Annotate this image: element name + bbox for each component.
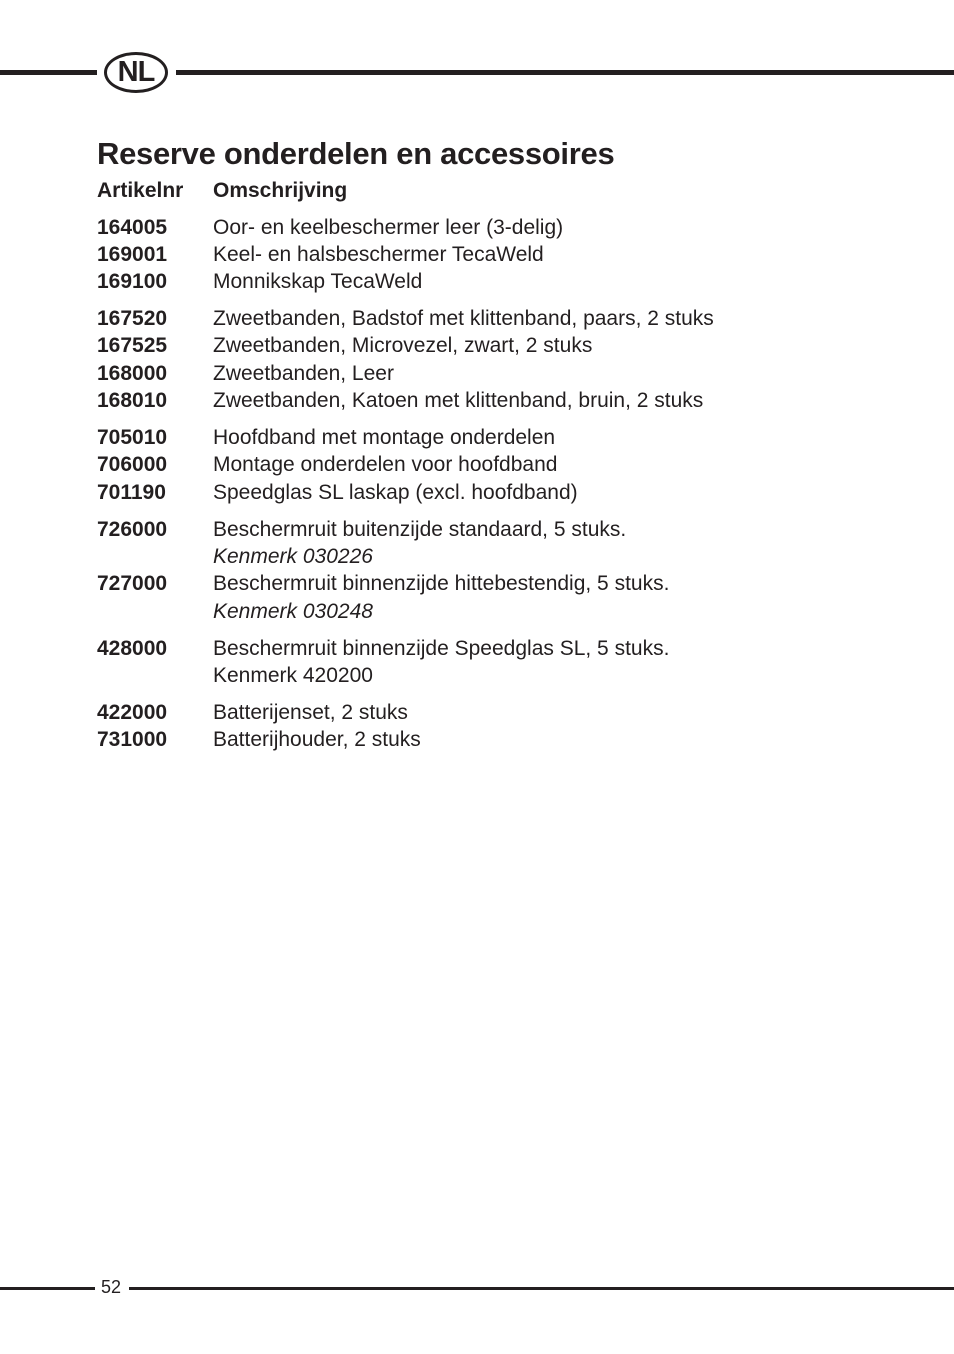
article-number: 167520 (97, 307, 168, 330)
footer-rule-right (129, 1287, 954, 1290)
article-note: Kenmerk 420200 (213, 664, 373, 687)
language-badge (104, 52, 168, 93)
article-number: 428000 (97, 637, 168, 660)
article-number: 726000 (97, 518, 168, 541)
article-description: Speedglas SL laskap (excl. hoofdband) (213, 481, 578, 504)
article-description: Beschermruit buitenzijde standaard, 5 stuks. (213, 518, 627, 541)
header-rule-right (176, 70, 954, 75)
language-badge-label: NL (117, 56, 155, 88)
article-description: Oor- en keelbeschermer leer (3-delig) (213, 216, 564, 239)
article-number: 169100 (97, 270, 168, 293)
article-description: Beschermruit binnenzijde hittebestendig, 5 stuks. (213, 572, 670, 595)
page-title: Reserve onderdelen en accessoires (97, 136, 615, 171)
article-description: Keel- en halsbeschermer TecaWeld (213, 243, 544, 266)
article-number: 701190 (97, 481, 166, 504)
article-description: Monnikskap TecaWeld (213, 270, 423, 293)
article-description: Zweetbanden, Microvezel, zwart, 2 stuks (213, 334, 593, 357)
footer-rule-left (0, 1287, 95, 1290)
article-description: Zweetbanden, Katoen met klittenband, bruin, 2 stuks (213, 389, 704, 412)
article-description: Zweetbanden, Leer (213, 362, 394, 385)
article-description: Beschermruit binnenzijde Speedglas SL, 5 stuks. (213, 637, 670, 660)
article-number: 168010 (97, 389, 168, 412)
article-number: 705010 (97, 426, 168, 449)
header-description: Omschrijving (213, 179, 348, 202)
article-description: Batterijenset, 2 stuks (213, 701, 408, 724)
article-number: 727000 (97, 572, 168, 595)
article-description: Zweetbanden, Badstof met klittenband, paars, 2 stuks (213, 307, 714, 330)
header-rule-left (0, 70, 97, 75)
page-number: 52 (101, 1277, 122, 1297)
article-note: Kenmerk 030248 (213, 600, 373, 623)
article-number: 164005 (97, 216, 168, 239)
article-number: 706000 (97, 453, 168, 476)
article-description: Hoofdband met montage onderdelen (213, 426, 556, 449)
article-number: 169001 (97, 243, 168, 266)
header-article-number: Artikelnr (97, 179, 184, 202)
article-number: 167525 (97, 334, 168, 357)
article-number: 731000 (97, 728, 168, 751)
article-note: Kenmerk 030226 (213, 545, 373, 568)
article-number: 422000 (97, 701, 168, 724)
article-description: Batterijhouder, 2 stuks (213, 728, 421, 751)
article-number: 168000 (97, 362, 168, 385)
article-description: Montage onderdelen voor hoofdband (213, 453, 558, 476)
